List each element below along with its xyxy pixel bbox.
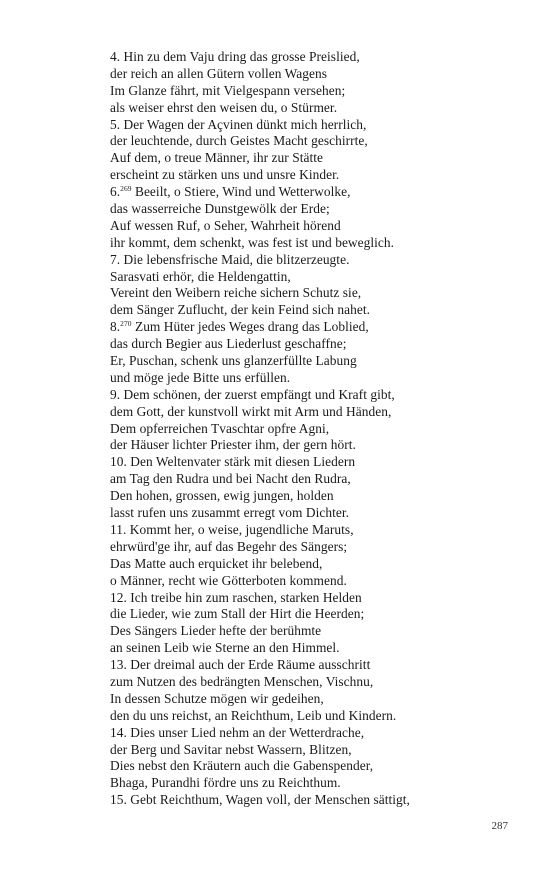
verse-line-text: Den hohen, grossen, ewig jungen, holden xyxy=(110,488,334,504)
verse-line-text: das wasserreiche Dunstgewölk der Erde; xyxy=(110,201,330,217)
verse-line xyxy=(110,488,540,505)
verse-line-text: lasst rufen uns zusammt erregt vom Dichter. xyxy=(110,505,350,521)
verse-line-text: Des Sängers Lieder hefte der berühmte xyxy=(110,623,322,639)
verse-line xyxy=(110,792,540,809)
verse-line xyxy=(110,167,540,184)
verse-line xyxy=(110,505,540,522)
verse-line-text: als weiser ehrst den weisen du, o Stürmer. xyxy=(110,99,338,115)
verse-line-text: der reich an allen Gütern vollen Wagens xyxy=(110,65,328,81)
verse-line-text: 10. Den Weltenvater stärk mit diesen Liedern xyxy=(110,454,356,470)
verse-line xyxy=(110,742,540,759)
verse-line xyxy=(110,606,540,623)
verse-line xyxy=(110,150,540,167)
verse-line xyxy=(110,319,540,336)
verse-line xyxy=(110,201,540,218)
verse-line xyxy=(110,421,540,438)
verse-line-text: Vereint den Weibern reiche sichern Schutz sie, xyxy=(110,285,362,301)
verse-line-text: Im Glanze fährt, mit Vielgespann versehen; xyxy=(110,82,346,98)
verse-line-text: und möge jede Bitte uns erfüllen. xyxy=(110,369,291,385)
page-number: 287 xyxy=(491,820,508,832)
verse-line xyxy=(110,218,540,235)
verse-line-text: das durch Begier aus Liederlust geschaffne; xyxy=(110,336,347,352)
verse-line xyxy=(110,66,540,83)
verse-line-text: 4. Hin zu dem Vaju dring das grosse Preislied, xyxy=(110,49,360,64)
verse-line xyxy=(110,471,540,488)
verse-line xyxy=(110,590,540,607)
verse-line xyxy=(110,49,540,66)
verse-line xyxy=(110,404,540,421)
verse-line xyxy=(110,573,540,590)
verse-line xyxy=(110,708,540,725)
verse-line xyxy=(110,556,540,573)
verse-line-text: 9. Dem schönen, der zuerst empfängt und Kraft gibt, xyxy=(110,386,395,402)
verse-line xyxy=(110,184,540,201)
verse-line xyxy=(110,252,540,269)
verse-line-text: 14. Dies unser Lied nehm an der Wetterdrache, xyxy=(110,724,365,740)
verse-line xyxy=(110,522,540,539)
verse-line xyxy=(110,269,540,286)
verse-line xyxy=(110,285,540,302)
verse-line xyxy=(110,370,540,387)
verse-line-text: Auf wessen Ruf, o Seher, Wahrheit hörend xyxy=(110,217,341,233)
verse-line xyxy=(110,100,540,117)
verse-line xyxy=(110,235,540,252)
verse-line xyxy=(110,302,540,319)
verse-line xyxy=(110,691,540,708)
verse-line-text: 5. Der Wagen der Açvinen dünkt mich herrlich, xyxy=(110,116,367,132)
verse-line xyxy=(110,640,540,657)
verse-line xyxy=(110,539,540,556)
verse-line xyxy=(110,83,540,100)
verse-line xyxy=(110,657,540,674)
verse-line-text: der Berg und Savitar nebst Wassern, Blitzen, xyxy=(110,741,352,757)
verse-line xyxy=(110,725,540,742)
verse-line-text: Bhaga, Purandhi fördre uns zu Reichthum. xyxy=(110,775,341,791)
verse-line-text: In dessen Schutze mögen wir gedeihen, xyxy=(110,690,324,706)
verse-line xyxy=(110,758,540,775)
verse-line-text: 13. Der dreimal auch der Erde Räume ausschritt xyxy=(110,657,371,673)
verse-line-text: 7. Die lebensfrische Maid, die blitzerzeugte. xyxy=(110,251,350,267)
verse-line xyxy=(110,454,540,471)
verse-line-text: an seinen Leib wie Sterne an den Himmel. xyxy=(110,640,340,656)
verse-line-text: zum Nutzen des bedrängten Menschen, Vischnu, xyxy=(110,673,374,689)
verse-line xyxy=(110,133,540,150)
verse-line-text: dem Gott, der kunstvoll wirkt mit Arm und Händen, xyxy=(110,403,392,419)
verse-line-text: 15. Gebt Reichthum, Wagen voll, der Menschen sättigt, xyxy=(110,792,410,808)
verse-number: 8. xyxy=(110,319,121,335)
verse-line-text: Dem opferreichen Tvaschtar opfre Agni, xyxy=(110,420,330,436)
verse-line-text: den du uns reichst, an Reichthum, Leib und Kindern. xyxy=(110,707,397,723)
verse-line-text: der leuchtende, durch Geistes Macht geschirrte, xyxy=(110,133,368,149)
verse-line-text: erscheint zu stärken uns und unsre Kinder. xyxy=(110,167,340,183)
verse-line-text: 11. Kommt her, o weise, jugendliche Maruts, xyxy=(110,521,354,537)
verse-line-text: 12. Ich treibe hin zum raschen, starken Helden xyxy=(110,589,362,605)
verse-number: 6. xyxy=(110,184,121,200)
verse-line-text: Zum Hüter jedes Weges drang das Loblied, xyxy=(131,319,369,335)
verse-line-text: ihr kommt, dem schenkt, was fest ist und beweglich. xyxy=(110,234,395,250)
verse-line-text: o Männer, recht wie Götterboten kommend. xyxy=(110,572,347,588)
verse-line-text: Er, Puschan, schenk uns glanzerfüllte Labung xyxy=(110,353,357,369)
verse-line xyxy=(110,387,540,404)
verse-line-text: Auf dem, o treue Männer, ihr zur Stätte xyxy=(110,150,323,166)
footnote-marker: 269 xyxy=(120,184,132,194)
verse-line-text: Sarasvati erhör, die Heldengattin, xyxy=(110,268,291,284)
verse-line xyxy=(110,437,540,454)
verse-line-text: die Lieder, wie zum Stall der Hirt die Heerden; xyxy=(110,606,365,622)
footnote-marker: 270 xyxy=(120,319,132,329)
verse-line xyxy=(110,775,540,792)
poem-text-block xyxy=(110,49,540,809)
verse-line xyxy=(110,117,540,134)
verse-line-text: dem Sänger Zuflucht, der kein Feind sich nahet. xyxy=(110,302,371,318)
verse-line-text: Das Matte auch erquicket ihr belebend, xyxy=(110,555,323,571)
verse-line-text: Beeilt, o Stiere, Wind und Wetterwolke, xyxy=(131,184,351,200)
verse-line-text: am Tag den Rudra und bei Nacht den Rudra, xyxy=(110,471,351,487)
verse-line-text: der Häuser lichter Priester ihm, der gern hört. xyxy=(110,437,356,453)
verse-line xyxy=(110,336,540,353)
verse-line-text: Dies nebst den Kräutern auch die Gabenspender, xyxy=(110,758,374,774)
verse-line-text: ehrwürd'ge ihr, auf das Begehr des Sängers; xyxy=(110,538,348,554)
verse-line xyxy=(110,674,540,691)
verse-line xyxy=(110,623,540,640)
verse-line xyxy=(110,353,540,370)
